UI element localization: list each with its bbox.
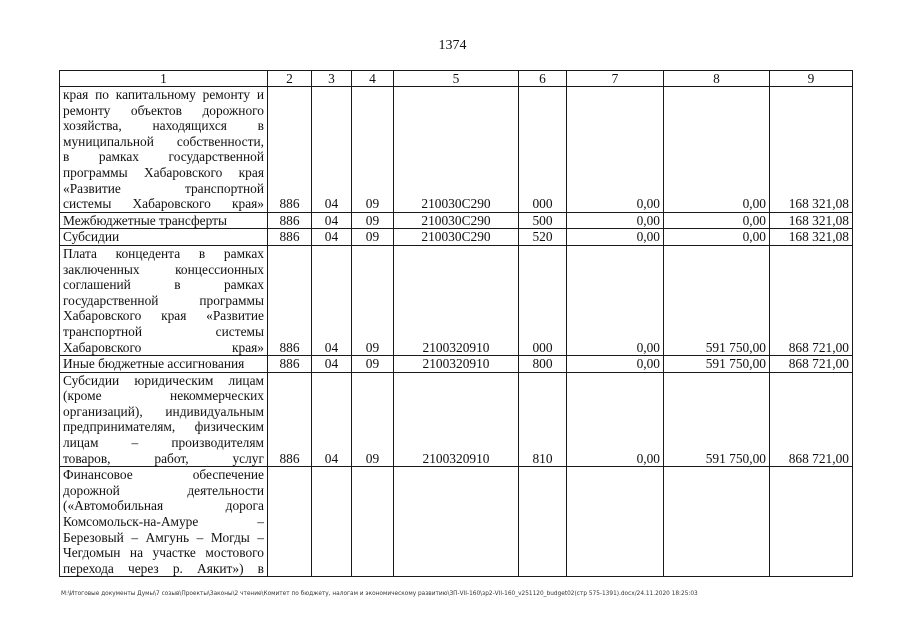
- table-row: [60, 245, 853, 355]
- budget-table: [59, 70, 853, 577]
- description-line: края по капитальному ремонту и: [63, 87, 264, 102]
- cell-col-2: 886: [268, 212, 312, 229]
- cell-col-6: 810: [519, 372, 567, 467]
- cell-col-7: 0,00: [567, 87, 664, 213]
- footer-file-path: M:\Итоговые документы Думы\7 созыв\Проекты\Законы\2 чтение\Комитет по бюджету, налогам и экономическому развитию\ЗП-VII-160\зр2-VII-160_v251120_budget02(стр 575-1391).docx/24.11.2020 18:25:03: [61, 591, 698, 597]
- cell-col-2: 886: [268, 229, 312, 246]
- table-row: [60, 229, 853, 246]
- description-line: соглашений в рамках: [63, 277, 264, 293]
- description-line: организаций), индивидуальным: [63, 403, 264, 419]
- row-description: [60, 212, 268, 229]
- cell-col-9: 168 321,08: [770, 212, 853, 229]
- cell-col-6: 800: [519, 356, 567, 373]
- cell-col-7: 0,00: [567, 245, 664, 355]
- cell-col-4: 09: [352, 356, 394, 373]
- description-line: транспортной системы: [63, 323, 264, 339]
- description-line: («Автомобильная дорога: [63, 498, 264, 514]
- cell-col-7: [567, 467, 664, 577]
- description-line: Субсидии юридическим лицам: [63, 372, 264, 388]
- description-line: в рамках государственной: [63, 149, 264, 165]
- cell-col-9: 868 721,00: [770, 372, 853, 467]
- cell-col-8: 0,00: [664, 212, 770, 229]
- cell-col-4: 09: [352, 229, 394, 246]
- table-row: [60, 87, 853, 213]
- cell-col-2: 886: [268, 245, 312, 355]
- description-line: лицам – производителям: [63, 435, 264, 451]
- description-line: государственной программы: [63, 292, 264, 308]
- cell-col-4: 09: [352, 245, 394, 355]
- cell-col-7: 0,00: [567, 356, 664, 373]
- cell-col-9: 868 721,00: [770, 356, 853, 373]
- cell-col-3: 04: [312, 372, 352, 467]
- cell-col-3: [312, 467, 352, 577]
- table-row: [60, 372, 853, 467]
- cell-col-2: 886: [268, 356, 312, 373]
- row-description: [60, 87, 268, 213]
- table-header-row: [60, 71, 853, 87]
- cell-col-8: 0,00: [664, 87, 770, 213]
- cell-col-4: 09: [352, 212, 394, 229]
- cell-col-2: 886: [268, 87, 312, 213]
- column-header: 5: [394, 71, 519, 87]
- cell-col-4: [352, 467, 394, 577]
- cell-col-5: [394, 467, 519, 577]
- cell-col-5: 2100320910: [394, 245, 519, 355]
- description-line: «Развитие транспортной: [63, 180, 264, 196]
- cell-col-8: 0,00: [664, 229, 770, 246]
- description-line: Березовый – Амгунь – Могды –: [63, 529, 264, 545]
- description-line: системы Хабаровского края»: [63, 196, 264, 212]
- cell-col-6: [519, 467, 567, 577]
- description-line: Межбюджетные трансферты: [63, 212, 227, 228]
- cell-col-4: 09: [352, 87, 394, 213]
- cell-col-5: 210030С290: [394, 87, 519, 213]
- column-header: 8: [664, 71, 770, 87]
- row-description: [60, 372, 268, 467]
- description-line: предпринимателям, физическим: [63, 419, 264, 435]
- column-header: 9: [770, 71, 853, 87]
- cell-col-7: 0,00: [567, 229, 664, 246]
- description-line: ремонту объектов дорожного: [63, 102, 264, 118]
- description-line: (кроме некоммерческих: [63, 388, 264, 404]
- cell-col-8: 591 750,00: [664, 356, 770, 373]
- column-header: 2: [268, 71, 312, 87]
- row-description: [60, 229, 268, 246]
- table-body: [60, 87, 853, 577]
- cell-col-5: 2100320910: [394, 372, 519, 467]
- cell-col-9: 168 321,08: [770, 229, 853, 246]
- description-line: Чегдомын на участке мостового: [63, 545, 264, 561]
- description-line: программы Хабаровского края: [63, 164, 264, 180]
- column-header: 7: [567, 71, 664, 87]
- cell-col-8: 591 750,00: [664, 245, 770, 355]
- description-line: перехода через р. Аякит») в: [63, 560, 264, 576]
- cell-col-3: 04: [312, 229, 352, 246]
- cell-col-5: 210030С290: [394, 212, 519, 229]
- cell-col-4: 09: [352, 372, 394, 467]
- cell-col-3: 04: [312, 356, 352, 373]
- cell-col-5: 2100320910: [394, 356, 519, 373]
- cell-col-9: 168 321,08: [770, 87, 853, 213]
- row-description: [60, 245, 268, 355]
- table-row: [60, 356, 853, 373]
- row-description: [60, 467, 268, 577]
- description-line: хозяйства, находящихся в: [63, 118, 264, 134]
- cell-col-6: 500: [519, 212, 567, 229]
- cell-col-3: 04: [312, 212, 352, 229]
- description-line: Плата концедента в рамках: [63, 245, 264, 261]
- cell-col-6: 520: [519, 229, 567, 246]
- column-header: 1: [60, 71, 268, 87]
- column-header: 4: [352, 71, 394, 87]
- description-line: дорожной деятельности: [63, 482, 264, 498]
- description-line: Иные бюджетные ассигнования: [63, 356, 245, 372]
- column-header: 6: [519, 71, 567, 87]
- column-header: 3: [312, 71, 352, 87]
- description-line: Комсомольск-на-Амуре –: [63, 514, 264, 530]
- cell-col-8: [664, 467, 770, 577]
- cell-col-7: 0,00: [567, 372, 664, 467]
- page-number: 1374: [438, 38, 467, 53]
- cell-col-2: [268, 467, 312, 577]
- cell-col-5: 210030С290: [394, 229, 519, 246]
- cell-col-9: [770, 467, 853, 577]
- cell-col-6: 000: [519, 245, 567, 355]
- cell-col-6: 000: [519, 87, 567, 213]
- description-line: муниципальной собственности,: [63, 133, 264, 149]
- description-line: Хабаровского края «Развитие: [63, 308, 264, 324]
- description-line: заключенных концессионных: [63, 261, 264, 277]
- cell-col-2: 886: [268, 372, 312, 467]
- cell-col-8: 591 750,00: [664, 372, 770, 467]
- cell-col-3: 04: [312, 245, 352, 355]
- cell-col-7: 0,00: [567, 212, 664, 229]
- table-row: [60, 467, 853, 577]
- row-description: [60, 356, 268, 373]
- description-line: товаров, работ, услуг: [63, 450, 264, 466]
- cell-col-3: 04: [312, 87, 352, 213]
- description-line: Финансовое обеспечение: [63, 467, 264, 483]
- description-line: Субсидии: [63, 229, 120, 245]
- table-row: [60, 212, 853, 229]
- cell-col-9: 868 721,00: [770, 245, 853, 355]
- description-line: Хабаровского края»: [63, 339, 264, 355]
